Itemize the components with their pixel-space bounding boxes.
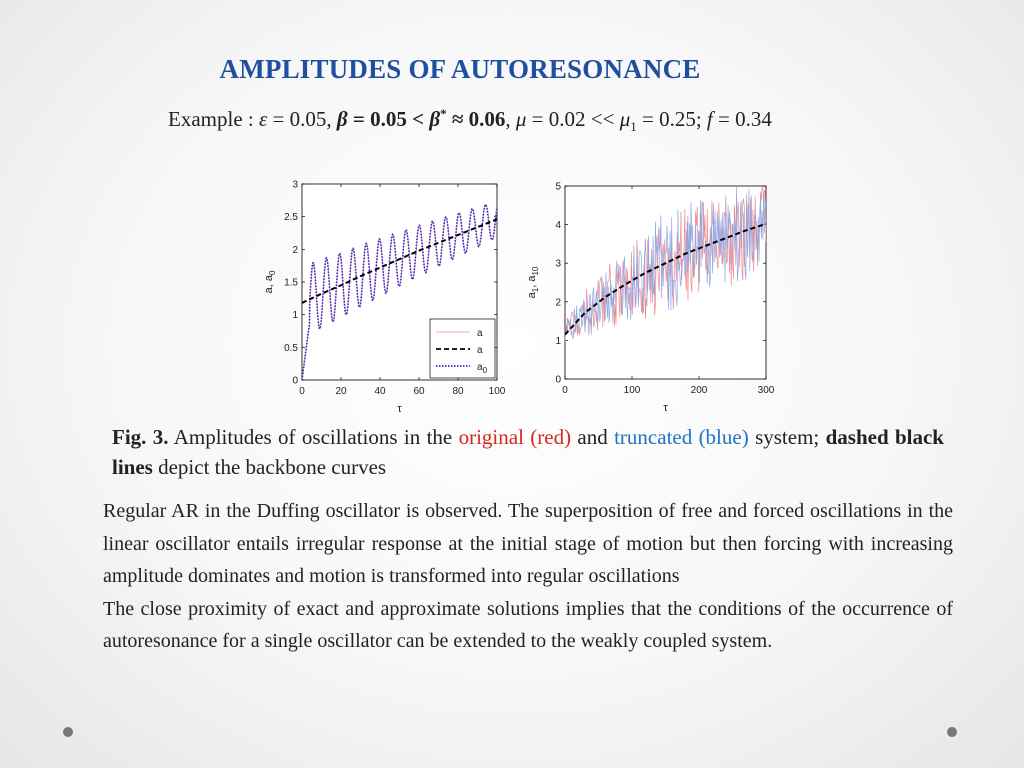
caption-text-4: depict the backbone curves <box>152 455 387 479</box>
y-axis-label-subscript: 10 <box>531 266 540 276</box>
x-tick-label: 40 <box>374 386 386 397</box>
x-axis-label: τ <box>397 403 402 415</box>
chart-left <box>250 172 520 422</box>
caption-text-3: system; <box>748 425 826 449</box>
y-tick-label: 2 <box>555 297 561 309</box>
x-tick-label: 200 <box>690 385 708 396</box>
caption-truncated: truncated (blue) <box>614 425 749 449</box>
paragraph-1: Regular AR in the Duffing oscillator is observed. The superposition of free and forced oscillations in the linear oscillator entails irregular response at the initial stage of motion but then forcing with increasing amplitude dominates and motion is transformed into regular oscillations <box>103 500 953 587</box>
y-tick-label: 3 <box>555 258 561 270</box>
y-axis-label: a, $a_0$ <box>263 270 277 294</box>
figure-caption <box>112 422 944 482</box>
paragraph-2: The close proximity of exact and approximate solutions implies that the conditions of the occurrence of autoresonance for a single oscillator can be extended to the weakly coupled system. <box>103 597 953 652</box>
legend-label: $a_0$ <box>477 362 488 375</box>
y-tick-label: 5 <box>555 181 561 193</box>
y-tick-label: 1.5 <box>284 277 298 289</box>
x-tick-label: 20 <box>335 386 347 397</box>
beta-value: = 0.05 < <box>347 107 430 131</box>
caption-fig-label: Fig. 3. <box>112 425 169 449</box>
mu1-symbol: μ <box>619 107 631 131</box>
y-axis-label-subscript: 1 <box>531 287 540 293</box>
y-tick-label: 0.5 <box>284 342 298 354</box>
example-prefix: Example : <box>168 107 259 131</box>
x-tick-label: 100 <box>488 386 506 397</box>
y-tick-label: 0 <box>555 374 561 386</box>
y-tick-label: 1 <box>555 335 561 347</box>
y-tick-label: 1 <box>292 310 298 322</box>
mu-symbol: μ <box>515 107 527 131</box>
caption-text-1: Amplitudes of oscillations in the <box>168 425 459 449</box>
beta-star-superscript: * <box>440 106 447 121</box>
x-tick-label: 60 <box>413 386 425 397</box>
y-tick-label: 2 <box>292 244 298 256</box>
epsilon-value: = 0.05, <box>267 107 337 131</box>
caption-text-2: and <box>571 425 615 449</box>
y-tick-label: 0 <box>292 375 298 387</box>
x-tick-label: 300 <box>757 385 775 396</box>
f-value: = 0.34 <box>712 107 772 131</box>
epsilon-symbol: ε <box>258 107 268 131</box>
y-axis-label-mid: , a <box>526 275 538 288</box>
y-axis-label: $a_1$, $a_{10}$ <box>526 266 540 299</box>
legend-label: a <box>477 345 483 356</box>
legend-label-subscript: 0 <box>482 366 488 375</box>
separator: , <box>505 107 516 131</box>
chart-right <box>520 172 790 422</box>
x-tick-label: 0 <box>562 385 568 396</box>
y-axis-label-subscript: 0 <box>268 270 277 276</box>
f-symbol: f <box>706 107 713 131</box>
beta-symbol: β <box>336 107 348 131</box>
legend-label: a <box>477 328 483 339</box>
beta-star-symbol: β <box>429 107 441 131</box>
mu1-subscript: 1 <box>630 119 637 135</box>
mu-value: = 0.02 << <box>526 107 620 131</box>
x-axis-label: τ <box>663 402 668 414</box>
example-line <box>168 106 772 135</box>
caption-original: original (red) <box>458 425 572 449</box>
x-tick-label: 100 <box>623 385 641 396</box>
slide-title: AMPLITUDES OF AUTORESONANCE <box>219 54 701 84</box>
beta-star-value: ≈ 0.06 <box>446 107 506 131</box>
x-tick-label: 80 <box>452 386 464 397</box>
corner-dot-left <box>63 727 73 737</box>
plot-frame <box>565 186 766 379</box>
y-tick-label: 2.5 <box>284 212 298 224</box>
y-tick-label: 4 <box>555 220 561 232</box>
body-text <box>103 495 953 658</box>
mu1-value: = 0.25; <box>636 107 707 131</box>
x-tick-label: 0 <box>299 386 305 397</box>
corner-dot-right <box>947 727 957 737</box>
y-tick-label: 3 <box>292 179 298 191</box>
caption-dashed: dashed black lines <box>112 425 944 479</box>
